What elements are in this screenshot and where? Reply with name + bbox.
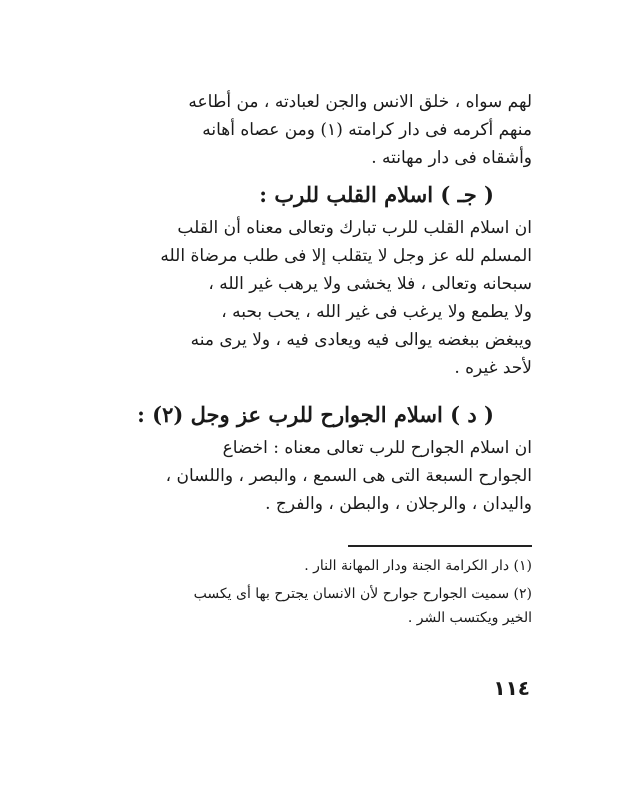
footnote-divider (348, 545, 532, 547)
footnote-2: (٢) سميت الجوارح جوارح لأن الانسان يجترح بها أى يكسب (193, 586, 532, 602)
heading-limbs-submission: ( د ) اسلام الجوارح للرب عز وجل (٢) : (137, 402, 494, 427)
heart-line-3: سبحانه وتعالى ، فلا يخشى ولا يرهب غير الله ، (208, 274, 532, 294)
heart-line-5: ويبغض ببغضه يوالى فيه ويعادى فيه ، ولا يرى منه (190, 330, 532, 350)
heart-paragraph (96, 214, 532, 382)
limbs-paragraph (96, 434, 532, 518)
heart-line-2: المسلم لله عز وجل لا يتقلب إلا فى طلب مرضاة الله (160, 246, 532, 266)
limbs-line-1: ان اسلام الجوارح للرب تعالى معناه : اخضاع (222, 438, 532, 458)
footnotes (96, 554, 532, 630)
limbs-line-2: الجوارح السبعة التى هى السمع ، والبصر ، واللسان ، (165, 466, 532, 486)
section-dal (96, 400, 532, 430)
section-jim (96, 180, 532, 210)
footnote-2-continued: الخير ويكتسب الشر . (407, 610, 532, 626)
page-number: ١١٤ (493, 676, 530, 700)
heading-heart-submission: ( جـ ) اسلام القلب للرب : (259, 182, 494, 207)
intro-line-3: وأشقاه فى دار مهانته . (371, 148, 532, 168)
intro-line-2: منهم أكرمه فى دار كرامته (١) ومن عصاه أهانه (202, 120, 532, 140)
heart-line-4: ولا يطمع ولا يرغب فى غير الله ، يحب بحبه ، (221, 302, 532, 322)
intro-line-1: لهم سواه ، خلق الانس والجن لعبادته ، من أطاعه (188, 92, 532, 112)
footnote-1: (١) دار الكرامة الجنة ودار المهانة النار . (304, 558, 532, 574)
heart-line-1: ان اسلام القلب للرب تبارك وتعالى معناه أن القلب (177, 218, 532, 238)
limbs-line-3: واليدان ، والرجلان ، والبطن ، والفرج . (265, 494, 532, 514)
intro-paragraph (96, 88, 532, 172)
heart-line-6: لأحد غيره . (454, 358, 532, 378)
